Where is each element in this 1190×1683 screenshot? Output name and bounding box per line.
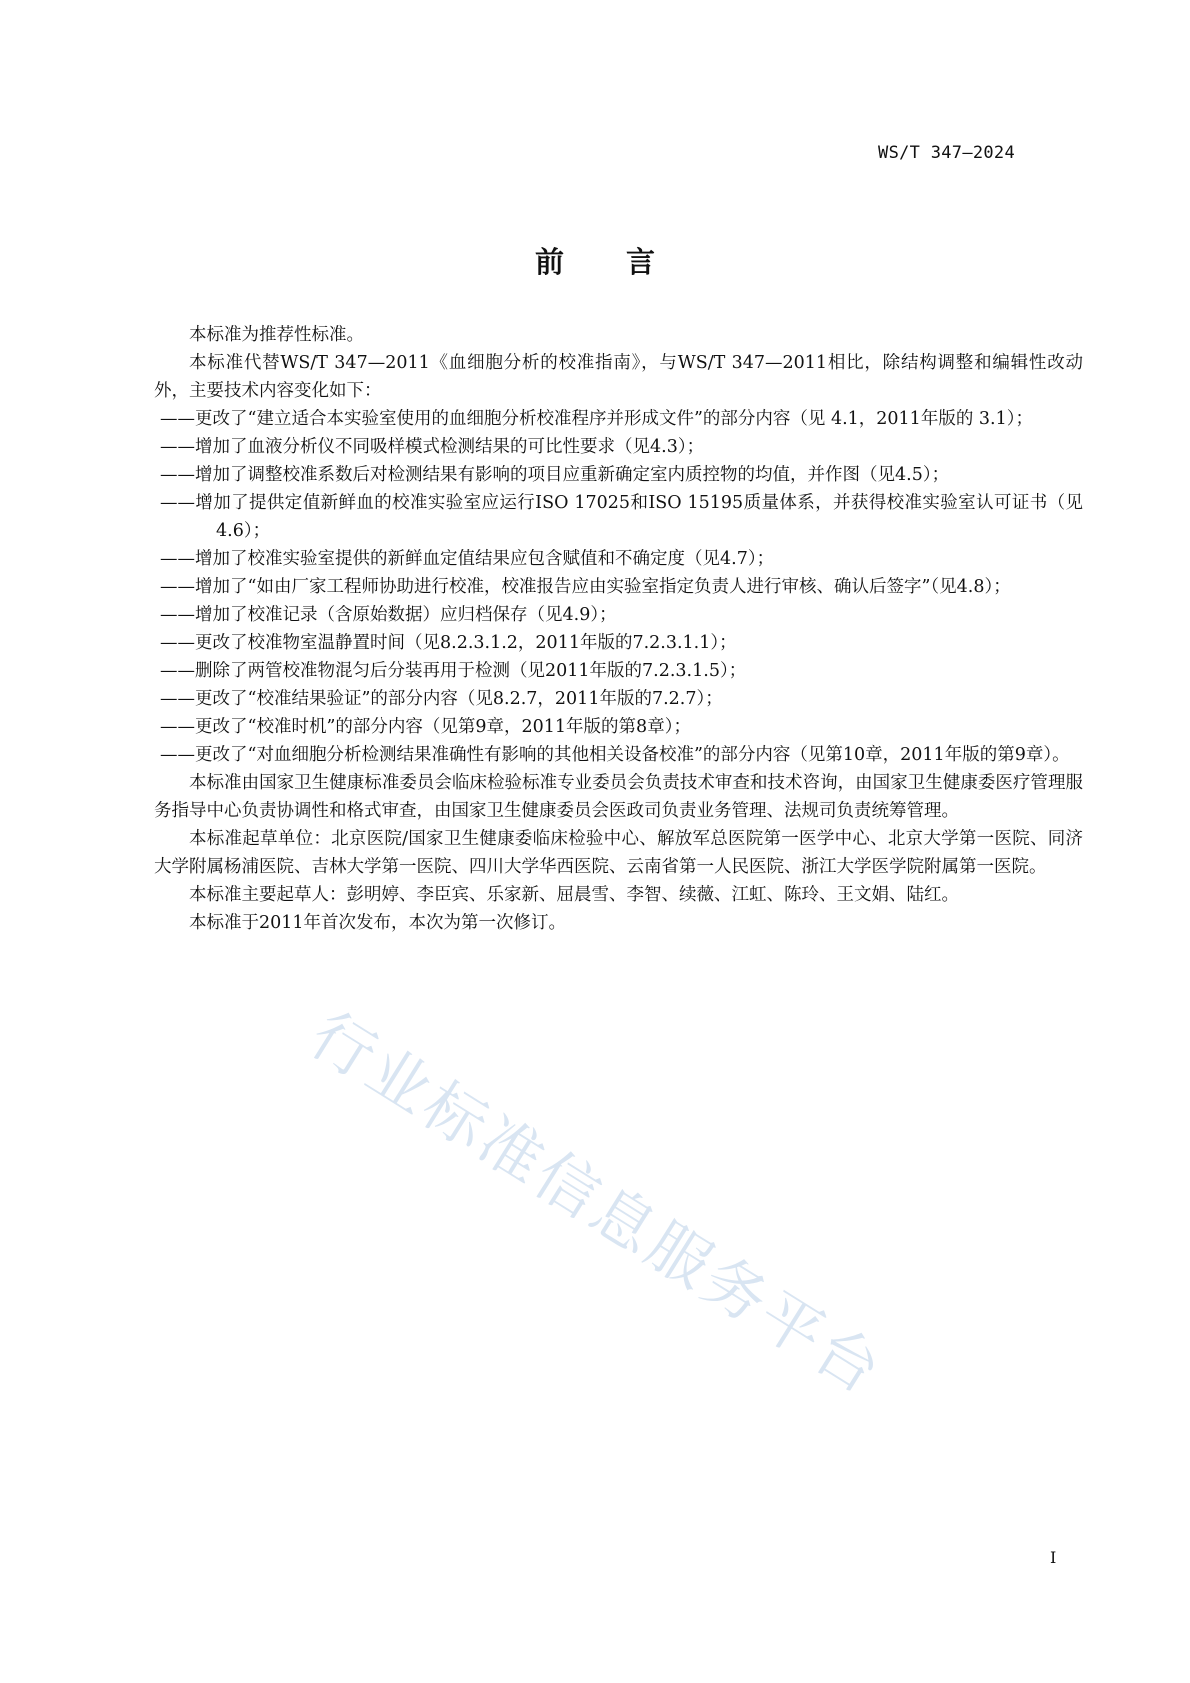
change-item: ——增加了提供定值新鲜血的校准实验室应运行ISO 17025和ISO 15195质量体系，并获得校准实验室认可证书（见4.6）； <box>160 493 1083 541</box>
change-item: ——更改了“校准结果验证”的部分内容（见8.2.7，2011年版的7.2.7）； <box>160 689 723 709</box>
page-title: 前言 <box>534 245 717 279</box>
paragraph: 本标准于2011年首次发布，本次为第一次修订。 <box>189 913 567 933</box>
doc-code: WS/T 347—2024 <box>878 143 1015 163</box>
change-item: ——增加了“如由厂家工程师协助进行校准，校准报告应由实验室指定负责人进行审核、确认后签字”（见4.8）； <box>160 577 1011 597</box>
paragraph: 本标准由国家卫生健康标准委员会临床检验标准专业委员会负责技术审查和技术咨询，由国家卫生健康委医疗管理服务指导中心负责协调性和格式审查，由国家卫生健康委员会医政司负责业务管理、法规司负责统筹管理。 <box>154 773 1083 821</box>
foreword-body <box>154 321 1083 937</box>
change-item: ——更改了“校准时机”的部分内容（见第9章，2011年版的第8章）； <box>160 717 691 737</box>
watermark: 行业标准信息服务平台 <box>298 997 897 1410</box>
page-number: I <box>1050 1548 1057 1567</box>
paragraph: 本标准起草单位：北京医院/国家卫生健康委临床检验中心、解放军总医院第一医学中心、北京大学第一医院、同济大学附属杨浦医院、吉林大学第一医院、四川大学华西医院、云南省第一人民医院、浙江大学医学院附属第一医院。 <box>154 829 1083 877</box>
change-item: ——增加了调整校准系数后对检测结果有影响的项目应重新确定室内质控物的均值，并作图（见4.5）； <box>160 465 950 485</box>
change-item: ——增加了校准记录（含原始数据）应归档保存（见4.9）； <box>160 605 617 625</box>
paragraph: 本标准主要起草人：彭明婷、李臣宾、乐家新、屈晨雪、李智、续薇、江虹、陈玲、王文娟、陆红。 <box>189 885 959 905</box>
paragraph: 本标准代替WS/T 347—2011《血细胞分析的校准指南》，与WS/T 347—2011相比，除结构调整和编辑性改动外，主要技术内容变化如下： <box>154 353 1083 401</box>
paragraph: 本标准为推荐性标准。 <box>189 325 364 345</box>
change-item: ——增加了血液分析仪不同吸样模式检测结果的可比性要求（见4.3）； <box>160 437 705 457</box>
change-item: ——更改了“对血细胞分析检测结果准确性有影响的其他相关设备校准”的部分内容（见第10章，2011年版的第9章）。 <box>160 745 1070 765</box>
change-item: ——删除了两管校准物混匀后分装再用于检测（见2011年版的7.2.3.1.5）； <box>160 661 747 681</box>
change-item: ——更改了“建立适合本实验室使用的血细胞分析校准程序并形成文件”的部分内容（见 4.1，2011年版的 3.1）； <box>160 409 1033 429</box>
change-item: ——更改了校准物室温静置时间（见8.2.3.1.2，2011年版的7.2.3.1.1）； <box>160 633 737 653</box>
change-item: ——增加了校准实验室提供的新鲜血定值结果应包含赋值和不确定度（见4.7）； <box>160 549 775 569</box>
